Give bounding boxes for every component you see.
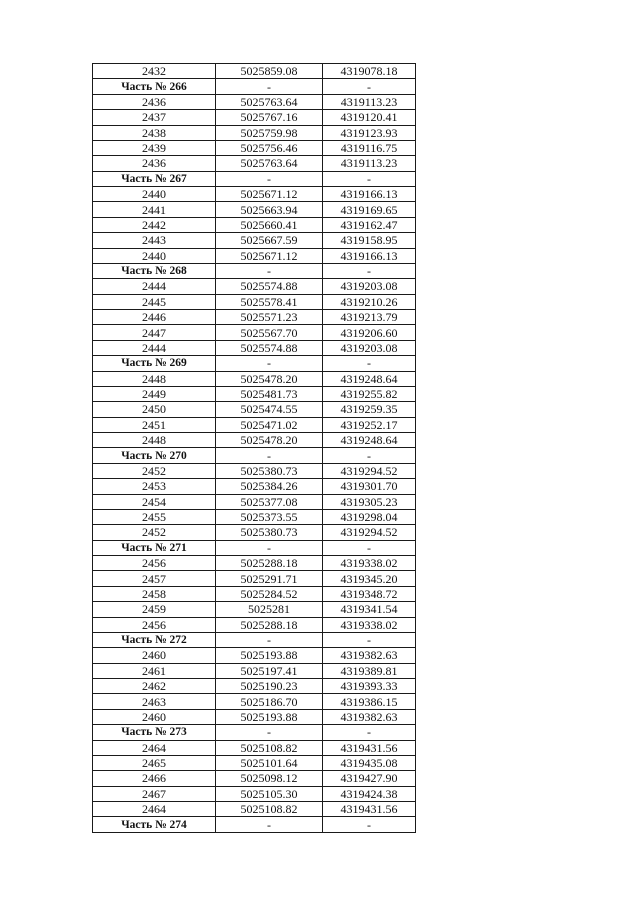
x-coordinate-cell: 5025481.73 — [216, 386, 323, 401]
table-row — [93, 402, 416, 417]
section-header-row — [93, 725, 416, 740]
x-coordinate-cell: 5025380.73 — [216, 525, 323, 540]
point-number-cell: 2448 — [93, 371, 216, 386]
y-coordinate-cell: 4319259.35 — [323, 402, 416, 417]
x-coordinate-cell: 5025291.71 — [216, 571, 323, 586]
y-coordinate-cell: 4319248.64 — [323, 433, 416, 448]
y-coordinate-cell: 4319255.82 — [323, 386, 416, 401]
table-row — [93, 417, 416, 432]
y-coordinate-cell: 4319252.17 — [323, 417, 416, 432]
point-number-cell: 2446 — [93, 310, 216, 325]
x-coordinate-cell: - — [216, 725, 323, 740]
x-coordinate-cell: 5025567.70 — [216, 325, 323, 340]
point-number-cell: 2460 — [93, 648, 216, 663]
point-number-cell: 2437 — [93, 110, 216, 125]
y-coordinate-cell: - — [323, 263, 416, 278]
x-coordinate-cell: 5025471.02 — [216, 417, 323, 432]
point-number-cell: 2452 — [93, 525, 216, 540]
x-coordinate-cell: 5025108.82 — [216, 740, 323, 755]
section-header-row — [93, 79, 416, 94]
x-coordinate-cell: 5025578.41 — [216, 294, 323, 309]
table-row — [93, 694, 416, 709]
x-coordinate-cell: 5025380.73 — [216, 463, 323, 478]
table-row — [93, 709, 416, 724]
x-coordinate-cell: 5025474.55 — [216, 402, 323, 417]
table-row — [93, 494, 416, 509]
y-coordinate-cell: 4319427.90 — [323, 771, 416, 786]
point-number-cell: 2465 — [93, 755, 216, 770]
y-coordinate-cell: - — [323, 725, 416, 740]
point-number-cell: 2450 — [93, 402, 216, 417]
y-coordinate-cell: 4319166.13 — [323, 248, 416, 263]
point-number-cell: 2439 — [93, 140, 216, 155]
point-number-cell: 2447 — [93, 325, 216, 340]
coordinates-table — [92, 63, 416, 833]
point-number-cell: 2441 — [93, 202, 216, 217]
x-coordinate-cell: 5025105.30 — [216, 786, 323, 801]
table-row — [93, 802, 416, 817]
x-coordinate-cell: 5025478.20 — [216, 433, 323, 448]
x-coordinate-cell: 5025098.12 — [216, 771, 323, 786]
point-number-cell: 2443 — [93, 233, 216, 248]
x-coordinate-cell: - — [216, 356, 323, 371]
x-coordinate-cell: 5025663.94 — [216, 202, 323, 217]
y-coordinate-cell: 4319294.52 — [323, 525, 416, 540]
table-row — [93, 509, 416, 524]
section-header-row — [93, 356, 416, 371]
y-coordinate-cell: 4319338.02 — [323, 556, 416, 571]
section-label-cell: Часть № 270 — [93, 448, 216, 463]
y-coordinate-cell: 4319424.38 — [323, 786, 416, 801]
y-coordinate-cell: 4319301.70 — [323, 479, 416, 494]
section-header-row — [93, 540, 416, 555]
x-coordinate-cell: - — [216, 817, 323, 832]
table-row — [93, 786, 416, 801]
x-coordinate-cell: - — [216, 632, 323, 647]
x-coordinate-cell: 5025767.16 — [216, 110, 323, 125]
x-coordinate-cell: 5025377.08 — [216, 494, 323, 509]
table-row — [93, 617, 416, 632]
y-coordinate-cell: 4319345.20 — [323, 571, 416, 586]
point-number-cell: 2442 — [93, 217, 216, 232]
point-number-cell: 2457 — [93, 571, 216, 586]
table-row — [93, 110, 416, 125]
point-number-cell: 2463 — [93, 694, 216, 709]
table-row — [93, 125, 416, 140]
y-coordinate-cell: 4319116.75 — [323, 140, 416, 155]
x-coordinate-cell: 5025763.64 — [216, 156, 323, 171]
table-row — [93, 586, 416, 601]
y-coordinate-cell: 4319389.81 — [323, 663, 416, 678]
x-coordinate-cell: 5025384.26 — [216, 479, 323, 494]
table-row — [93, 371, 416, 386]
section-label-cell: Часть № 274 — [93, 817, 216, 832]
x-coordinate-cell: 5025574.88 — [216, 279, 323, 294]
x-coordinate-cell: 5025756.46 — [216, 140, 323, 155]
y-coordinate-cell: 4319248.64 — [323, 371, 416, 386]
y-coordinate-cell: 4319298.04 — [323, 509, 416, 524]
y-coordinate-cell: 4319393.33 — [323, 679, 416, 694]
y-coordinate-cell: - — [323, 356, 416, 371]
table-row — [93, 679, 416, 694]
point-number-cell: 2440 — [93, 248, 216, 263]
y-coordinate-cell: 4319113.23 — [323, 156, 416, 171]
section-label-cell: Часть № 268 — [93, 263, 216, 278]
section-header-row — [93, 263, 416, 278]
table-row — [93, 217, 416, 232]
x-coordinate-cell: - — [216, 79, 323, 94]
table-row — [93, 294, 416, 309]
x-coordinate-cell: 5025108.82 — [216, 802, 323, 817]
section-label-cell: Часть № 269 — [93, 356, 216, 371]
table-row — [93, 140, 416, 155]
x-coordinate-cell: 5025197.41 — [216, 663, 323, 678]
y-coordinate-cell: 4319435.08 — [323, 755, 416, 770]
table-row — [93, 771, 416, 786]
point-number-cell: 2454 — [93, 494, 216, 509]
table-row — [93, 556, 416, 571]
y-coordinate-cell: 4319166.13 — [323, 187, 416, 202]
y-coordinate-cell: 4319348.72 — [323, 586, 416, 601]
y-coordinate-cell: 4319123.93 — [323, 125, 416, 140]
x-coordinate-cell: 5025281 — [216, 602, 323, 617]
table-row — [93, 202, 416, 217]
table-row — [93, 248, 416, 263]
table-row — [93, 187, 416, 202]
y-coordinate-cell: 4319382.63 — [323, 709, 416, 724]
table-row — [93, 663, 416, 678]
x-coordinate-cell: 5025571.23 — [216, 310, 323, 325]
section-header-row — [93, 632, 416, 647]
table-row — [93, 755, 416, 770]
point-number-cell: 2464 — [93, 802, 216, 817]
y-coordinate-cell: 4319158.95 — [323, 233, 416, 248]
y-coordinate-cell: - — [323, 540, 416, 555]
point-number-cell: 2458 — [93, 586, 216, 601]
y-coordinate-cell: 4319213.79 — [323, 310, 416, 325]
x-coordinate-cell: 5025763.64 — [216, 94, 323, 109]
section-header-row — [93, 817, 416, 832]
section-label-cell: Часть № 271 — [93, 540, 216, 555]
table-row — [93, 340, 416, 355]
x-coordinate-cell: 5025671.12 — [216, 187, 323, 202]
y-coordinate-cell: 4319431.56 — [323, 802, 416, 817]
point-number-cell: 2453 — [93, 479, 216, 494]
section-label-cell: Часть № 266 — [93, 79, 216, 94]
y-coordinate-cell: 4319341.54 — [323, 602, 416, 617]
y-coordinate-cell: 4319120.41 — [323, 110, 416, 125]
point-number-cell: 2449 — [93, 386, 216, 401]
table-row — [93, 325, 416, 340]
y-coordinate-cell: 4319294.52 — [323, 463, 416, 478]
point-number-cell: 2456 — [93, 556, 216, 571]
table-row — [93, 740, 416, 755]
y-coordinate-cell: 4319431.56 — [323, 740, 416, 755]
point-number-cell: 2456 — [93, 617, 216, 632]
x-coordinate-cell: 5025759.98 — [216, 125, 323, 140]
table-row — [93, 433, 416, 448]
point-number-cell: 2444 — [93, 340, 216, 355]
y-coordinate-cell: - — [323, 448, 416, 463]
point-number-cell: 2455 — [93, 509, 216, 524]
section-label-cell: Часть № 272 — [93, 632, 216, 647]
point-number-cell: 2459 — [93, 602, 216, 617]
point-number-cell: 2451 — [93, 417, 216, 432]
y-coordinate-cell: - — [323, 171, 416, 186]
x-coordinate-cell: 5025284.52 — [216, 586, 323, 601]
y-coordinate-cell: 4319338.02 — [323, 617, 416, 632]
point-number-cell: 2460 — [93, 709, 216, 724]
table-row — [93, 94, 416, 109]
table-row — [93, 233, 416, 248]
y-coordinate-cell: 4319113.23 — [323, 94, 416, 109]
table-row — [93, 64, 416, 79]
y-coordinate-cell: 4319078.18 — [323, 64, 416, 79]
x-coordinate-cell: - — [216, 171, 323, 186]
x-coordinate-cell: - — [216, 263, 323, 278]
table-row — [93, 479, 416, 494]
x-coordinate-cell: 5025859.08 — [216, 64, 323, 79]
point-number-cell: 2432 — [93, 64, 216, 79]
x-coordinate-cell: 5025193.88 — [216, 648, 323, 663]
coordinates-table-body — [93, 64, 416, 833]
y-coordinate-cell: - — [323, 79, 416, 94]
point-number-cell: 2436 — [93, 94, 216, 109]
table-row — [93, 525, 416, 540]
point-number-cell: 2436 — [93, 156, 216, 171]
point-number-cell: 2467 — [93, 786, 216, 801]
table-row — [93, 571, 416, 586]
section-label-cell: Часть № 273 — [93, 725, 216, 740]
x-coordinate-cell: 5025193.88 — [216, 709, 323, 724]
x-coordinate-cell: - — [216, 448, 323, 463]
point-number-cell: 2464 — [93, 740, 216, 755]
point-number-cell: 2452 — [93, 463, 216, 478]
point-number-cell: 2445 — [93, 294, 216, 309]
table-row — [93, 310, 416, 325]
x-coordinate-cell: 5025373.55 — [216, 509, 323, 524]
x-coordinate-cell: 5025478.20 — [216, 371, 323, 386]
point-number-cell: 2438 — [93, 125, 216, 140]
y-coordinate-cell: 4319203.08 — [323, 340, 416, 355]
y-coordinate-cell: 4319210.26 — [323, 294, 416, 309]
table-row — [93, 386, 416, 401]
table-row — [93, 648, 416, 663]
y-coordinate-cell: 4319162.47 — [323, 217, 416, 232]
y-coordinate-cell: 4319203.08 — [323, 279, 416, 294]
x-coordinate-cell: 5025186.70 — [216, 694, 323, 709]
table-row — [93, 602, 416, 617]
x-coordinate-cell: 5025671.12 — [216, 248, 323, 263]
point-number-cell: 2462 — [93, 679, 216, 694]
x-coordinate-cell: 5025660.41 — [216, 217, 323, 232]
y-coordinate-cell: 4319206.60 — [323, 325, 416, 340]
x-coordinate-cell: 5025574.88 — [216, 340, 323, 355]
section-header-row — [93, 448, 416, 463]
point-number-cell: 2444 — [93, 279, 216, 294]
x-coordinate-cell: 5025288.18 — [216, 617, 323, 632]
table-row — [93, 156, 416, 171]
x-coordinate-cell: 5025288.18 — [216, 556, 323, 571]
y-coordinate-cell: 4319382.63 — [323, 648, 416, 663]
y-coordinate-cell: 4319169.65 — [323, 202, 416, 217]
x-coordinate-cell: 5025667.59 — [216, 233, 323, 248]
table-row — [93, 279, 416, 294]
table-row — [93, 463, 416, 478]
section-header-row — [93, 171, 416, 186]
x-coordinate-cell: 5025190.23 — [216, 679, 323, 694]
y-coordinate-cell: 4319305.23 — [323, 494, 416, 509]
section-label-cell: Часть № 267 — [93, 171, 216, 186]
y-coordinate-cell: - — [323, 817, 416, 832]
x-coordinate-cell: - — [216, 540, 323, 555]
point-number-cell: 2448 — [93, 433, 216, 448]
x-coordinate-cell: 5025101.64 — [216, 755, 323, 770]
y-coordinate-cell: - — [323, 632, 416, 647]
point-number-cell: 2440 — [93, 187, 216, 202]
y-coordinate-cell: 4319386.15 — [323, 694, 416, 709]
point-number-cell: 2466 — [93, 771, 216, 786]
point-number-cell: 2461 — [93, 663, 216, 678]
